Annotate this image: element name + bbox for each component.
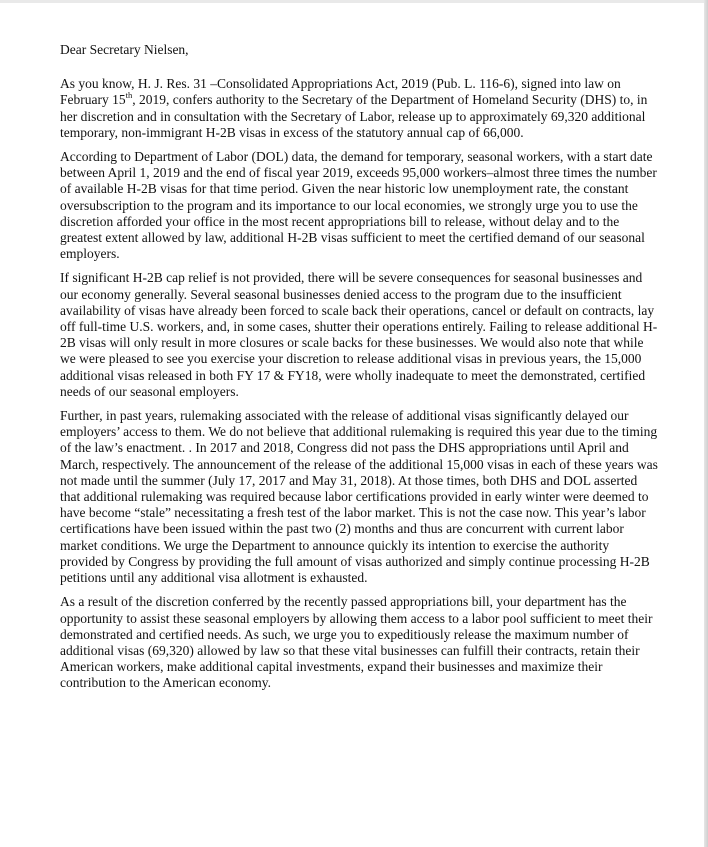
paragraph-1-text-a: As you know, H. J. Res. 31 –Consolidated Appropriations Act, 2019 (Pub. L. 116-6), signed into law on February 15 [60,76,621,108]
paragraph-1-text-b: , 2019, confers authority to the Secretary of the Department of Homeland Security (DHS) to, in her discretion and in consultation with the Secretary of Labor, release up to approximately 69,320 additional temporary, non-immigrant H-2B visas in excess of the statutory annual cap of 66,000. [60,92,648,140]
paragraph-3: If significant H-2B cap relief is not provided, there will be severe consequences for seasonal businesses and our economy generally. Several seasonal businesses denied access to the program due to the insufficient availability of visas have already been forced to scale back their operations, cancel or default on contracts, lay off full-time U.S. workers, and, in some cases, shutter their operations entirely. Failing to release additional H-2B visas will only result in more closures or scale backs for these businesses. We would also note that while we were pleased to see you exercise your discretion to release additional visas in previous years, the 15,000 additional visas released in both FY 17 & FY18, were wholly inadequate to meet the demonstrated, certified needs of our seasonal employers. [60,270,658,399]
paragraph-1 [60,76,658,141]
paragraph-4: Further, in past years, rulemaking associated with the release of additional visas significantly delayed our employers’ access to them. We do not believe that additional rulemaking is required this year due to the timing of the law’s enactment. . In 2017 and 2018, Congress did not pass the DHS appropriations until April and March, respectively. The announcement of the release of the additional 15,000 visas in each of these years was not made until the summer (July 17, 2017 and May 31, 2018). At those times, both DHS and DOL asserted that additional rulemaking was required because labor certifications provided in early winter were deemed to have become “stale” necessitating a fresh test of the labor market. This is not the case now. This year’s labor certifications have been issued within the past two (2) months and thus are concurrent with current labor market conditions. We urge the Department to announce quickly its intention to exercise the authority provided by Congress by providing the full amount of visas authorized and simply continue processing H-2B petitions until any additional visa allotment is exhausted. [60,408,658,586]
letter-body [60,42,658,700]
paragraph-2: According to Department of Labor (DOL) data, the demand for temporary, seasonal workers, with a start date between April 1, 2019 and the end of fiscal year 2019, exceeds 95,000 workers–almost three times the number of available H-2B visas for that time period. Given the near historic low unemployment rate, the constant oversubscription to the program and its importance to our local economies, we strongly urge you to use the discretion afforded your office in the most recent appropriations bill to release, without delay and to the greatest extent allowed by law, additional H-2B visas sufficient to meet the certified demand of our seasonal employers. [60,149,657,262]
paragraph-5: As a result of the discretion conferred by the recently passed appropriations bill, your department has the opportunity to assist these seasonal employers by allowing them access to a labor pool sufficient to meet their demonstrated and certified needs. As such, we urge you to expeditiously release the maximum number of additional visas (69,320) allowed by law so that these vital businesses can fulfill their contracts, retain their American workers, make additional capital investments, expand their businesses and maximize their contribution to the American economy. [60,594,653,691]
page-top-edge [0,0,708,3]
salutation: Dear Secretary Nielsen, [60,42,189,57]
page-right-edge [704,0,708,847]
superscript-th: th [125,89,133,100]
